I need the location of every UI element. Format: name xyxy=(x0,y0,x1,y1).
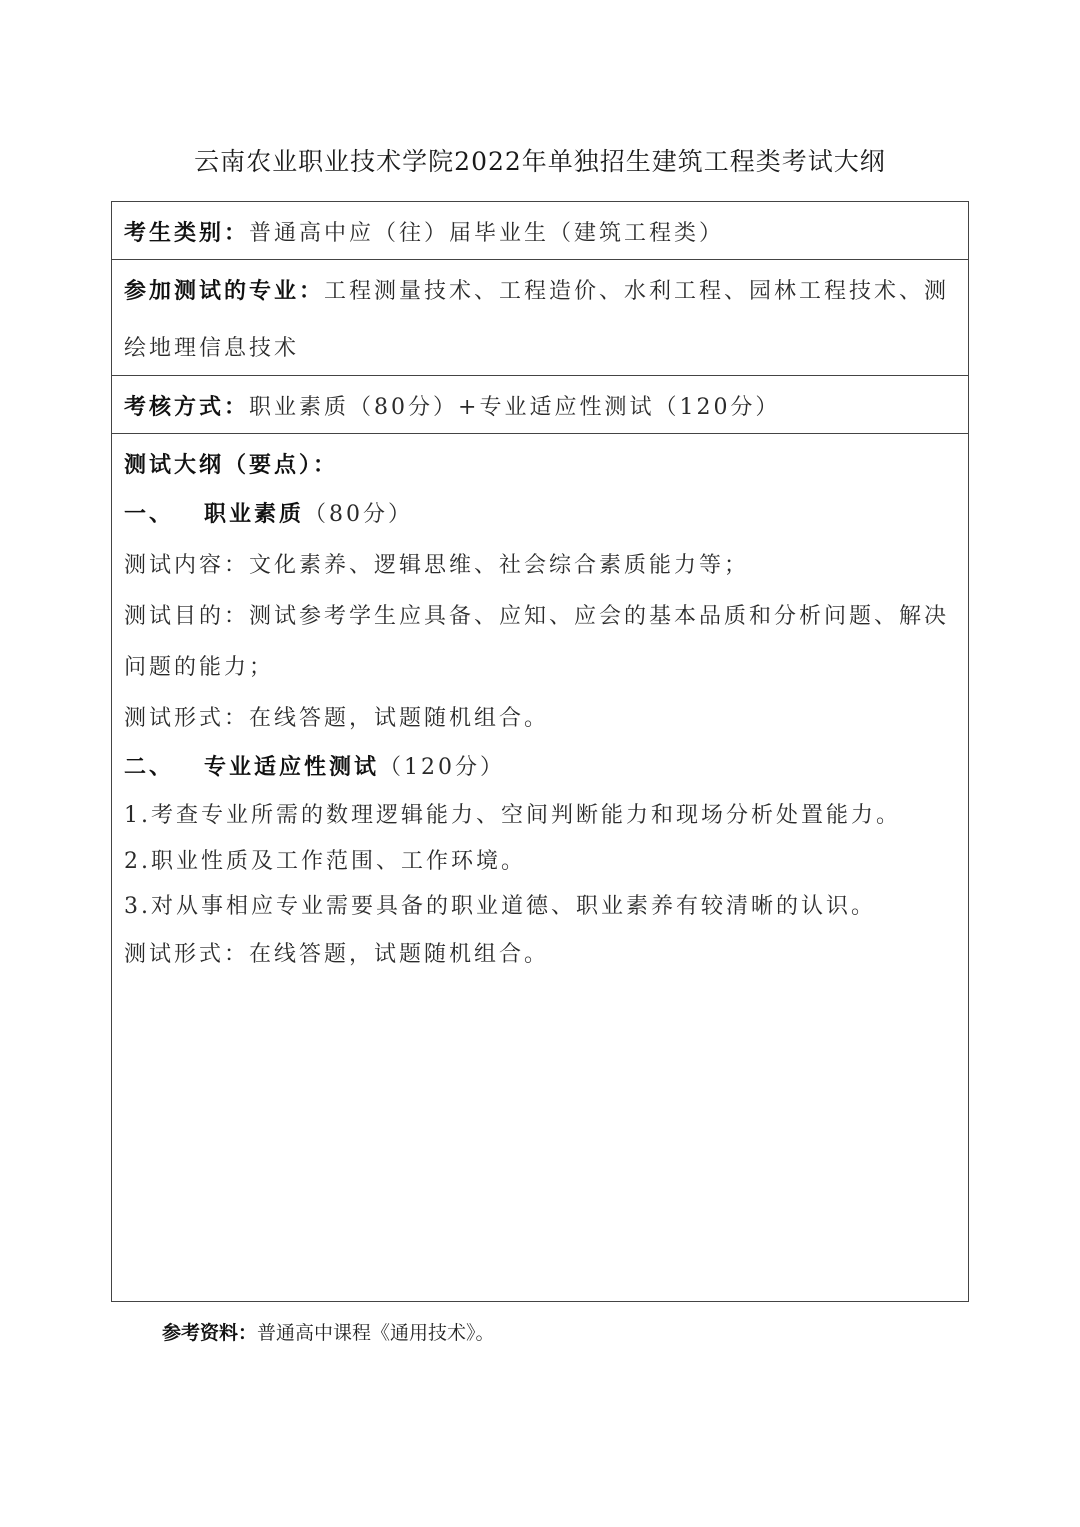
assessment-row xyxy=(112,376,968,434)
section1-purpose-1: 测试目的：测试参考学生应具备、应知、应会的基本品质和分析问题、解决 xyxy=(124,604,950,629)
section2-item-1: 1.考查专业所需的数理逻辑能力、空间判断能力和现场分析处置能力。 xyxy=(124,803,901,828)
outline-table xyxy=(111,201,969,1302)
section2-item-2: 2.职业性质及工作范围、工作环境。 xyxy=(124,849,526,874)
section2-heading xyxy=(124,750,505,781)
section2-item-3: 3.对从事相应专业需要具备的职业道德、职业素养有较清晰的认识。 xyxy=(124,894,876,919)
candidate-value: 普通高中应（往）届毕业生（建筑工程类） xyxy=(249,221,725,246)
candidate-label: 考生类别： xyxy=(124,220,250,246)
section1-format: 测试形式：在线答题，试题随机组合。 xyxy=(124,706,550,731)
candidate-row xyxy=(112,202,968,260)
outline-heading: 测试大纲（要点）： xyxy=(124,452,339,478)
majors-label: 参加测试的专业： xyxy=(124,278,325,304)
outline-row xyxy=(112,434,968,1301)
document-title: 云南农业职业技术学院2022年单独招生建筑工程类考试大纲 xyxy=(194,147,886,176)
assessment-line xyxy=(124,390,780,421)
assessment-value: 职业素质（80分）+专业适应性测试（120分） xyxy=(249,395,781,420)
section1-title: 职业素质 xyxy=(204,501,305,527)
majors-value-1: 工程测量技术、工程造价、水利工程、园林工程技术、测 xyxy=(324,279,950,304)
section2-title: 专业适应性测试 xyxy=(204,754,380,780)
section2-format: 测试形式：在线答题，试题随机组合。 xyxy=(124,942,550,967)
candidate-line xyxy=(124,216,724,247)
section1-heading xyxy=(124,497,413,528)
assessment-label: 考核方式： xyxy=(124,394,250,420)
section1-score: （80分） xyxy=(304,502,414,527)
section1-content: 测试内容：文化素养、逻辑思维、社会综合素质能力等； xyxy=(124,553,750,578)
section1-purpose-2: 问题的能力； xyxy=(124,655,275,680)
section2-number: 二、 xyxy=(124,754,175,780)
section2-score: （120分） xyxy=(379,755,506,780)
reference-line xyxy=(162,1318,495,1345)
majors-line-2: 绘地理信息技术 xyxy=(124,336,300,361)
section1-number: 一、 xyxy=(124,501,175,527)
majors-row xyxy=(112,260,968,376)
majors-line-1 xyxy=(124,274,949,305)
reference-value: 普通高中课程《通用技术》。 xyxy=(257,1322,495,1344)
reference-label: 参考资料： xyxy=(162,1322,258,1344)
